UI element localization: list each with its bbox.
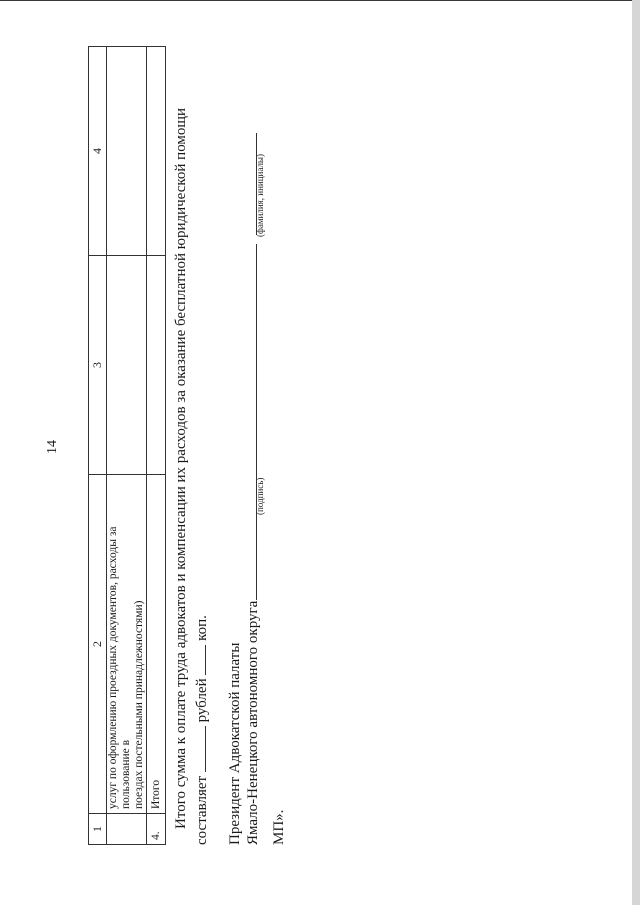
row-description-line1: услуг по оформлению проездных документов, расходы за пользование в	[107, 526, 132, 809]
row-number: 4.	[147, 814, 166, 845]
header-col-4: 4	[89, 47, 107, 256]
row-col3	[147, 256, 166, 475]
total-label: Итого	[149, 779, 162, 809]
header-col-1: 1	[89, 814, 107, 845]
row-description	[107, 475, 147, 814]
signature-caption: (подпись)	[255, 477, 265, 515]
table-header-row	[89, 47, 107, 845]
signature-line	[256, 244, 257, 600]
summary-paragraph	[172, 45, 212, 845]
signatory-title-line2: Ямало-Ненецкого автономного округа	[245, 600, 261, 845]
signatory-title-line1: Президент Адвокатской палаты	[227, 642, 243, 845]
kopecks-label: коп.	[194, 615, 210, 641]
summary-line-2	[191, 45, 212, 845]
row-description-line2: поездах постельными принадлежностями)	[133, 600, 145, 809]
rubles-blank	[191, 726, 206, 772]
expense-table	[88, 46, 166, 845]
row-description	[147, 475, 166, 814]
row-number	[107, 814, 147, 845]
table-row	[107, 47, 147, 845]
summary-prefix: составляет	[194, 775, 210, 845]
header-col-3: 3	[89, 256, 107, 475]
row-col4	[107, 47, 147, 256]
row-col4	[147, 47, 166, 256]
row-col3	[107, 256, 147, 475]
name-initials-caption: (фамилия, инициалы)	[255, 154, 265, 237]
stamp-mark: МП».	[271, 809, 287, 845]
signatory-title	[226, 601, 262, 845]
kopecks-blank	[191, 645, 206, 675]
header-col-2: 2	[89, 475, 107, 814]
rubles-label: рублей	[194, 678, 210, 723]
summary-line-1: Итого сумма к оплате труда адвокатов и компенсации их расходов за оказание бесплатной юридической помощи	[173, 108, 189, 829]
scan-edge-strip	[632, 0, 640, 905]
table-row-total	[147, 47, 166, 845]
page-number: 14	[45, 440, 60, 454]
